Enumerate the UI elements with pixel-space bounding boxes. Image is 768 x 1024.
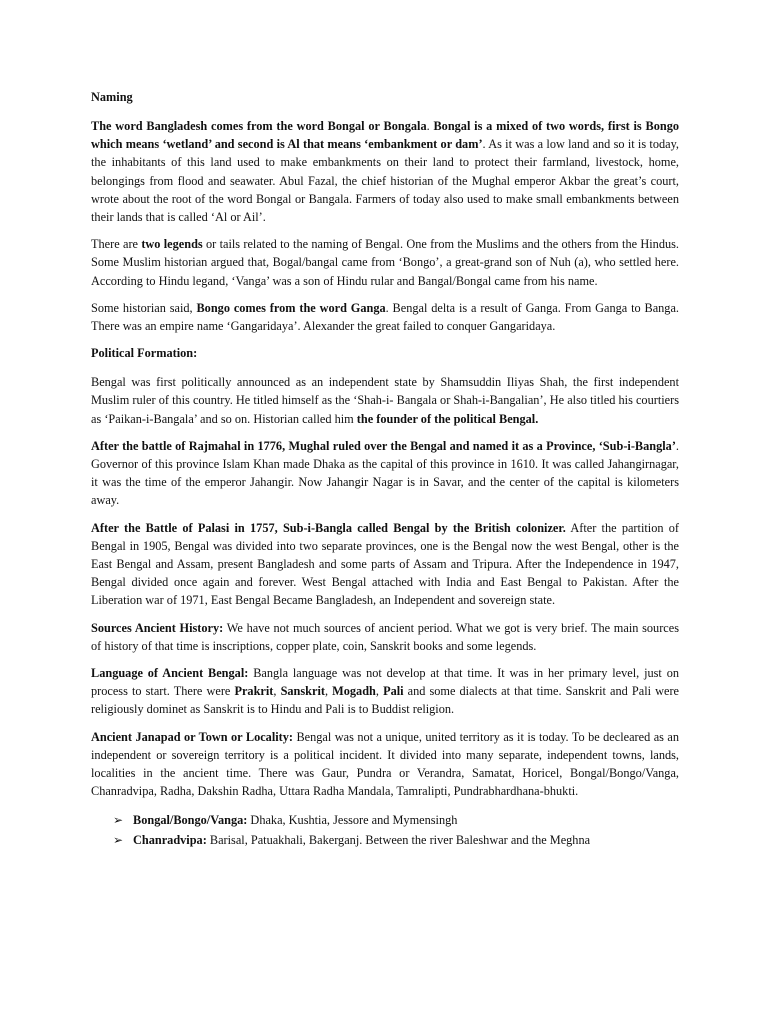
bullet-list	[91, 810, 679, 850]
bold-text: Pali	[383, 684, 404, 699]
document-page	[91, 88, 679, 850]
text: ,	[324, 684, 333, 699]
text: Some historian said,	[91, 300, 197, 315]
text: Bangla language was not develop at that time. It was in her primary level, just on process to start. There were	[91, 666, 679, 699]
section-heading-naming: Naming	[91, 90, 133, 104]
text: . Bengal delta is a result of Ganga. From Ganga to Banga. There was an empire name ‘Gangaridaya’. Alexander the great failed to conquer Gangaridaya.	[91, 300, 679, 334]
paragraph-political-3	[91, 519, 679, 610]
bold-text: The word Bangladesh comes from the word Bongal or Bongala	[91, 119, 427, 133]
text: .	[426, 119, 434, 133]
paragraph-political-2	[91, 437, 679, 510]
text: ,	[375, 684, 384, 699]
bold-text: Bongal is a mixed of two words, first is Bongo which means ‘wetland’ and second is Al that means ‘embankment or dam’	[91, 119, 679, 152]
paragraph-sources	[91, 619, 679, 655]
text: After the partition of Bengal in 1905, Bengal was divided into two separate provinces, one is the Bengal now the west Bengal, other is the East Bengal and Assam, present Bangladesh and some parts of Assam and Tripura. After the Independence in 1947, Bengal divided once again and forever. West Bengal attached with India and East Bengal to Pakistan. After the Liberation war of 1971, East Bengal Became Bangladesh, an Independent and sovereign state.	[91, 520, 679, 608]
bold-text: Sanskrit	[280, 684, 325, 699]
bold-label: Chanradvipa:	[133, 832, 207, 847]
text: . Governor of this province Islam Khan made Dhaka as the capital of this province in 1610. It was called Jahangirnagar, it was the time of the emperor Jahangir. Now Jahangir Nagar is in Savar, and the center of the capital is kilometers away.	[91, 438, 679, 508]
bold-text: After the battle of Rajmahal in 1776, Mughal ruled over the Bengal and named it as a Province, ‘Sub-i-Bangla’	[91, 438, 676, 453]
text: We have not much sources of ancient period. What we got is very brief. The main sources of history of that time is inscriptions, copper plate, coin, Sanskrit books and some legends.	[91, 620, 680, 653]
text: Dhaka, Kushtia, Jessore and Mymensingh	[247, 812, 458, 827]
bold-text: Mogadh	[332, 684, 376, 699]
list-item	[113, 830, 679, 850]
text: . As it was a low land and so it is today, the inhabitants of this land used to make embankments on their land to protect their farmland, livestock, home, belongings from flood and seawater. Abul Fazal, the chief historian of the Mughal emperor Akbar the great’s court, wrote about the root of the word Bongal or Bangala. Farmers of today also used to make small embankments between their lands that is called ‘Al or Ail’.	[91, 137, 680, 225]
bold-text: After the Battle of Palasi in 1757, Sub-i-Bangla called Bengal by the British colonizer.	[91, 520, 566, 535]
bold-text: the founder of the political Bengal.	[356, 411, 539, 426]
bold-label: Sources Ancient History:	[91, 620, 224, 635]
paragraph-political-1	[91, 373, 679, 428]
arrow-bullet-icon: ➢	[113, 812, 124, 827]
bold-label: Bongal/Bongo/Vanga:	[133, 812, 248, 827]
bold-text: Prakrit	[234, 684, 274, 699]
text: Bengal was not a unique, united territory as it is today. To be decleared as an independent or sovereign territory is a political incident. It divided into many separate, independent towns, lands, localities in the ancient time. There was Gaur, Pundra or Verandra, Samatat, Horicel, Bongal/Bongo/Vanga, Chanradvipa, Radha, Dakshin Radha, Uttara Radha Mandala, Tamralipti, Pundrabhardhana-bhukti.	[91, 729, 679, 799]
bold-label: Ancient Janapad or Town or Locality:	[91, 729, 293, 744]
paragraph-naming-3	[91, 299, 679, 335]
list-item	[113, 810, 679, 830]
bold-label: Language of Ancient Bengal:	[91, 666, 249, 681]
bold-text: two legends	[141, 237, 203, 252]
paragraph-naming-2	[91, 235, 679, 290]
section-heading-political: Political Formation:	[91, 346, 198, 361]
paragraph-janapad	[91, 728, 679, 801]
arrow-bullet-icon: ➢	[113, 832, 124, 847]
text: There are	[91, 237, 142, 252]
text: ,	[273, 684, 281, 699]
paragraph-naming-1	[91, 117, 679, 226]
text: Bengal was first politically announced as an independent state by Shamsuddin Iliyas Shah, the first independent Muslim ruler of this country. He titled himself as the ‘Shah-i- Bangala or Shah-i-Bangalian’, He also titled his courtiers as ‘Paikan-i-Bangala’ and so on. Historian called him	[91, 375, 679, 426]
text: Barisal, Patuakhali, Bakerganj. Between the river Baleshwar and the Meghna	[206, 832, 591, 847]
bold-text: Bongo comes from the word Ganga	[196, 300, 386, 315]
text: or tails related to the naming of Bengal. One from the Muslims and the others from the Hindus. Some Muslim historian argued that, Bogal/bangal came from ‘Bongo’, a great-grand son of Nuh (a), who settled here. According to Hindu legand, ‘Vanga’ was a son of Hindu rular and Bangal/Bongal came from his name.	[91, 237, 679, 288]
paragraph-language	[91, 664, 679, 719]
text: and some dialects at that time. Sanskrit and Pali were religiously dominet as Sanskrit is to Hindu and Pali is to Buddist religion.	[91, 684, 680, 717]
